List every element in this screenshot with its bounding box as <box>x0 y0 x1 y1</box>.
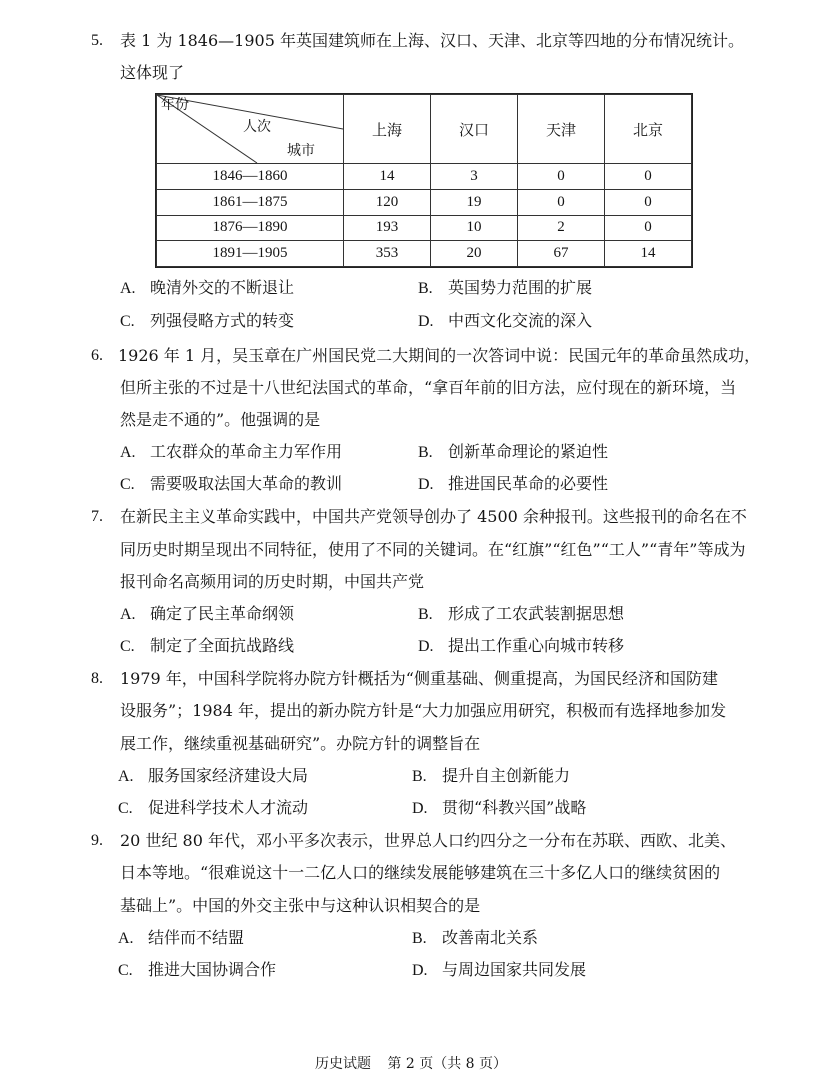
option-d[interactable]: D. 贯彻“科教兴国”战略 <box>412 798 587 817</box>
question-number: 8. <box>91 670 103 687</box>
value-cell: 120 <box>344 189 431 215</box>
column-header-beijing: 北京 <box>605 95 692 164</box>
question-text-line: 展工作，继续重视基础研究”。办院方针的调整旨在 <box>120 734 481 753</box>
question-text-line: 20 世纪 80 年代，邓小平多次表示，世界总人口约四分之一分布在苏联、西欧、北美、 <box>120 831 736 850</box>
option-c[interactable]: C. 需要吸取法国大革命的教训 <box>120 474 343 493</box>
corner-label-year: 年份 <box>161 97 189 113</box>
question-text-line: 报刊命名高频用词的历史时期，中国共产党 <box>120 572 425 591</box>
period-cell: 1891—1905 <box>157 241 344 267</box>
value-cell: 67 <box>518 241 605 267</box>
option-c[interactable]: C. 推进大国协调合作 <box>118 960 277 979</box>
option-b[interactable]: B. 改善南北关系 <box>412 928 539 947</box>
question-text-line: 基础上”。中国的外交主张中与这种认识相契合的是 <box>120 896 481 915</box>
period-cell: 1846—1860 <box>157 164 344 190</box>
option-a[interactable]: A. 工农群众的革命主力军作用 <box>120 442 343 461</box>
option-a[interactable]: A. 晚清外交的不断退让 <box>120 278 295 297</box>
question-text-line: 设服务”；1984 年，提出的新办院方针是“大力加强应用研究，积极而有选择地参加发 <box>120 701 727 720</box>
footer-subject: 历史试题 <box>314 1056 371 1072</box>
table-row <box>157 215 692 241</box>
column-header-shanghai: 上海 <box>344 95 431 164</box>
period-cell: 1861—1875 <box>157 189 344 215</box>
value-cell: 0 <box>518 164 605 190</box>
option-c[interactable]: C. 促进科学技术人才流动 <box>118 798 309 817</box>
value-cell: 10 <box>431 215 518 241</box>
table-row <box>157 164 692 190</box>
column-header-hankou: 汉口 <box>431 95 518 164</box>
corner-label-city: 城市 <box>287 143 315 159</box>
footer-page-number: 第 2 页（共 8 页） <box>387 1056 508 1072</box>
question-number: 7. <box>91 508 103 525</box>
period-cell: 1876—1890 <box>157 215 344 241</box>
question-text-line: 然是走不通的”。他强调的是 <box>120 410 321 429</box>
question-text-line: 在新民主主义革命实践中，中国共产党领导创办了 4500 余种报刊。这些报刊的命名在不 <box>120 507 747 526</box>
value-cell: 193 <box>344 215 431 241</box>
option-c[interactable]: C. 列强侵略方式的转变 <box>120 311 295 330</box>
value-cell: 0 <box>605 215 692 241</box>
value-cell: 20 <box>431 241 518 267</box>
value-cell: 0 <box>518 189 605 215</box>
question-number: 9. <box>91 832 103 849</box>
option-d[interactable]: D. 中西文化交流的深入 <box>418 311 593 330</box>
question-number: 5. <box>91 32 103 49</box>
value-cell: 0 <box>605 164 692 190</box>
option-b[interactable]: B. 英国势力范围的扩展 <box>418 278 593 297</box>
question-text-line: 同历史时期呈现出不同特征，使用了不同的关键词。在“红旗”“红色”“工人”“青年”等成为 <box>120 540 746 559</box>
value-cell: 2 <box>518 215 605 241</box>
option-a[interactable]: A. 确定了民主革命纲领 <box>120 604 295 623</box>
value-cell: 14 <box>605 241 692 267</box>
page-footer <box>0 1053 822 1073</box>
value-cell: 14 <box>344 164 431 190</box>
option-b[interactable]: B. 形成了工农武装割据思想 <box>418 604 625 623</box>
option-a[interactable]: A. 结伴而不结盟 <box>118 928 245 947</box>
question-text-line: 日本等地。“很难说这十一二亿人口的继续发展能够建筑在三十多亿人口的继续贫困的 <box>120 863 721 882</box>
column-header-tianjin: 天津 <box>518 95 605 164</box>
value-cell: 19 <box>431 189 518 215</box>
corner-label-count: 人次 <box>243 119 271 135</box>
option-d[interactable]: D. 与周边国家共同发展 <box>412 960 587 979</box>
question-text-line: 1926 年 1 月，吴玉章在广州国民党二大期间的一次答词中说：民国元年的革命虽然成功， <box>118 346 761 365</box>
table-corner-cell <box>157 95 344 164</box>
option-b[interactable]: B. 提升自主创新能力 <box>412 766 571 785</box>
question-text-line: 但所主张的不过是十八世纪法国式的革命，“拿百年前的旧方法，应付现在的新环境，当 <box>120 378 737 397</box>
question-number: 6. <box>91 347 103 364</box>
value-cell: 353 <box>344 241 431 267</box>
question-text-line: 这体现了 <box>120 63 185 82</box>
table-row <box>157 241 692 267</box>
question-text-line: 1979 年，中国科学院将办院方针概括为“侧重基础、侧重提高，为国民经济和国防建 <box>120 669 718 688</box>
option-a[interactable]: A. 服务国家经济建设大局 <box>118 766 309 785</box>
value-cell: 0 <box>605 189 692 215</box>
table-row <box>157 189 692 215</box>
option-d[interactable]: D. 提出工作重心向城市转移 <box>418 636 625 655</box>
question-text-line: 表 1 为 1846—1905 年英国建筑师在上海、汉口、天津、北京等四地的分布情况统计。 <box>120 31 744 50</box>
distribution-table <box>155 93 693 268</box>
option-d[interactable]: D. 推进国民革命的必要性 <box>418 474 609 493</box>
option-b[interactable]: B. 创新革命理论的紧迫性 <box>418 442 609 461</box>
value-cell: 3 <box>431 164 518 190</box>
option-c[interactable]: C. 制定了全面抗战路线 <box>120 636 295 655</box>
